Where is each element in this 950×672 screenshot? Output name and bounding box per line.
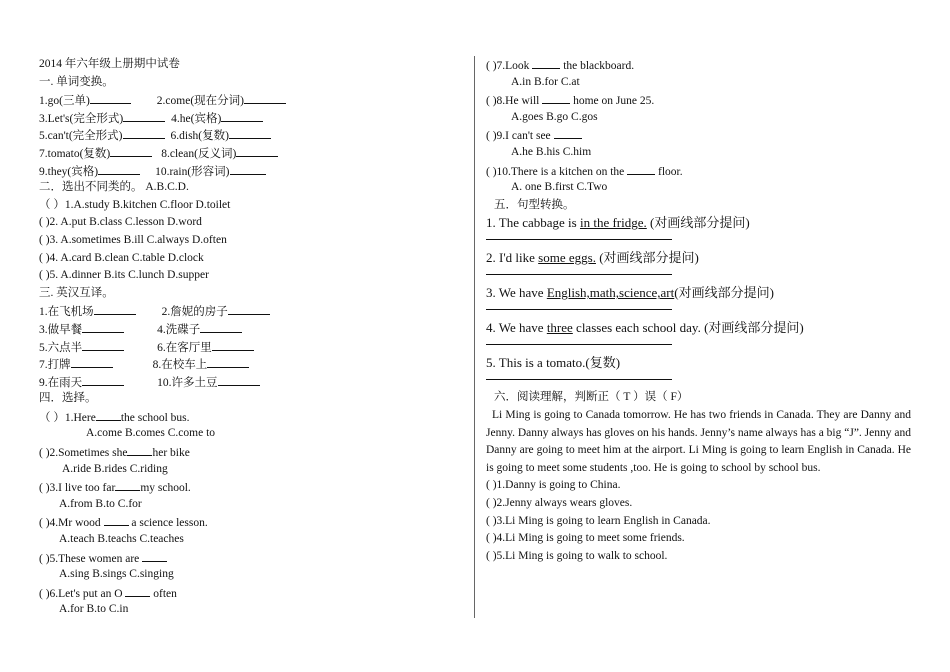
section1-row: 1.go(三单) 2.come(现在分词) [39,91,459,109]
choice-question: ( )3.I live too far my school. [39,478,459,496]
section3-row: 9.在雨天 10.许多土豆 [39,373,459,391]
choice-options: A.for B.to C.in [59,603,129,616]
choice-question: ( )9.I can't see [486,126,916,144]
answer-blank[interactable] [542,91,570,104]
choice-options: A.teach B.teachs C.teaches [59,533,184,546]
transform-item: 2. I'd like some eggs. (对画线部分提问) [486,250,699,266]
answer-blank[interactable] [142,549,167,562]
exam-title: 2014 年六年级上册期中试卷 [39,58,180,70]
choice-question: ( )2.Sometimes she her bike [39,443,459,461]
answer-blank[interactable] [212,338,254,351]
column-divider [474,56,475,618]
answer-line[interactable] [486,232,916,249]
section2-item: （ ）1.A.study B.kitchen C.floor D.toilet [39,198,231,211]
answer-blank[interactable] [125,584,150,597]
section4-heading: 四．选择。 [39,392,97,405]
section1-row: 5.can't(完全形式) 6.dish(复数) [39,126,459,144]
answer-blank[interactable] [110,144,152,157]
choice-question: ( )6.Let's put an O often [39,584,459,602]
answer-blank[interactable] [96,408,121,421]
answer-line[interactable] [486,302,916,319]
choice-options: A.he B.his C.him [511,145,592,158]
answer-blank[interactable] [221,109,263,122]
section2-item: ( )5. A.dinner B.its C.lunch D.supper [39,269,209,282]
answer-blank[interactable] [244,91,286,104]
answer-blank[interactable] [218,373,260,386]
choice-question: ( )7.Look the blackboard. [486,56,916,74]
choice-options: A.sing B.sings C.singing [59,568,174,581]
choice-question: ( )5.These women are [39,549,459,567]
answer-blank[interactable] [627,162,655,175]
answer-blank[interactable] [82,373,124,386]
answer-line[interactable] [486,267,916,284]
choice-options: A.goes B.go C.gos [511,110,598,123]
section3-row: 7.打牌 8.在校车上 [39,355,459,373]
answer-blank[interactable] [554,126,582,139]
transform-item: 3. We have English,math,science,art(对画线部分提问) [486,285,774,301]
choice-options: A.ride B.rides C.riding [62,462,168,475]
answer-blank[interactable] [236,144,278,157]
answer-blank[interactable] [123,126,165,139]
reading-passage: Li Ming is going to Canada tomorrow. He has two friends in Canada. They are Danny and Jenny. Danny always has gloves on his hands. Jenny’s name always has a big “J”. Jenny and Danny are going to meet him at the airport. Li Ming is going to learn English in Canada. He is going to meet some students ,too. He is going to school by school bus. [486,408,911,474]
section2-item: ( )2. A.put B.class C.lesson D.word [39,216,202,229]
answer-blank[interactable] [532,56,560,69]
choice-question: ( )10.There is a kitchen on the floor. [486,162,916,180]
judge-item: ( )1.Danny is going to China. [486,479,621,492]
choice-question: （ ）1.Here the school bus. [39,408,459,426]
choice-question: ( )4.Mr wood a science lesson. [39,513,459,531]
section1-row: 7.tomato(复数) 8.clean(反义词) [39,144,459,162]
section6-heading: 六．阅读理解，判断正（ T ）误（ F） [494,391,689,404]
choice-question: ( )8.He will home on June 25. [486,91,916,109]
choice-options: A.in B.for C.at [511,75,580,88]
judge-item: ( )2.Jenny always wears gloves. [486,496,633,509]
section3-row: 1.在飞机场 2.詹妮的房子 [39,302,459,320]
transform-item: 4. We have three classes each school day. (对画线部分提问) [486,320,804,336]
answer-blank[interactable] [90,91,131,104]
right-column [486,56,916,565]
answer-line[interactable] [486,337,916,354]
answer-blank[interactable] [207,355,249,368]
answer-blank[interactable] [228,302,270,315]
transform-item: 5. This is a tomato.(复数) [486,355,621,371]
answer-blank[interactable] [127,443,152,456]
answer-blank[interactable] [94,302,136,315]
answer-blank[interactable] [200,320,242,333]
section3-row: 5.六点半 6.在客厅里 [39,338,459,356]
judge-item: ( )4.Li Ming is going to meet some friends. [486,532,685,545]
section3-row: 3.做早餐 4.洗碟子 [39,320,459,338]
answer-blank[interactable] [82,338,124,351]
answer-blank[interactable] [229,126,271,139]
section2-item: ( )3. A.sometimes B.ill C.always D.often [39,233,227,246]
answer-blank[interactable] [115,478,140,491]
choice-options: A.come B.comes C.come to [86,427,216,440]
answer-blank[interactable] [123,109,165,122]
answer-blank[interactable] [230,162,266,175]
section1-row: 3.Let's(完全形式) 4.he(宾格) [39,109,459,127]
section1-row: 9.they(宾格) 10.rain(形容词) [39,162,459,180]
section5-heading: 五．句型转换。 [494,198,575,211]
answer-blank[interactable] [71,355,113,368]
section3-heading: 三. 英汉互译。 [39,286,114,299]
section1-heading: 一. 单词变换。 [39,75,114,88]
choice-options: A.from B.to C.for [59,497,142,510]
answer-blank[interactable] [82,320,124,333]
answer-line[interactable] [486,372,916,389]
answer-blank[interactable] [104,513,129,526]
section2-item: ( )4. A.card B.clean C.table D.clock [39,251,204,264]
choice-options: A. one B.first C.Two [511,181,608,194]
section2-heading: 二．选出不同类的。 A.B.C.D. [39,181,189,194]
left-column [39,56,459,619]
judge-item: ( )3.Li Ming is going to learn English in Canada. [486,514,711,527]
answer-blank[interactable] [98,162,140,175]
judge-item: ( )5.Li Ming is going to walk to school. [486,549,668,562]
transform-item: 1. The cabbage is in the fridge. (对画线部分提问) [486,215,750,231]
